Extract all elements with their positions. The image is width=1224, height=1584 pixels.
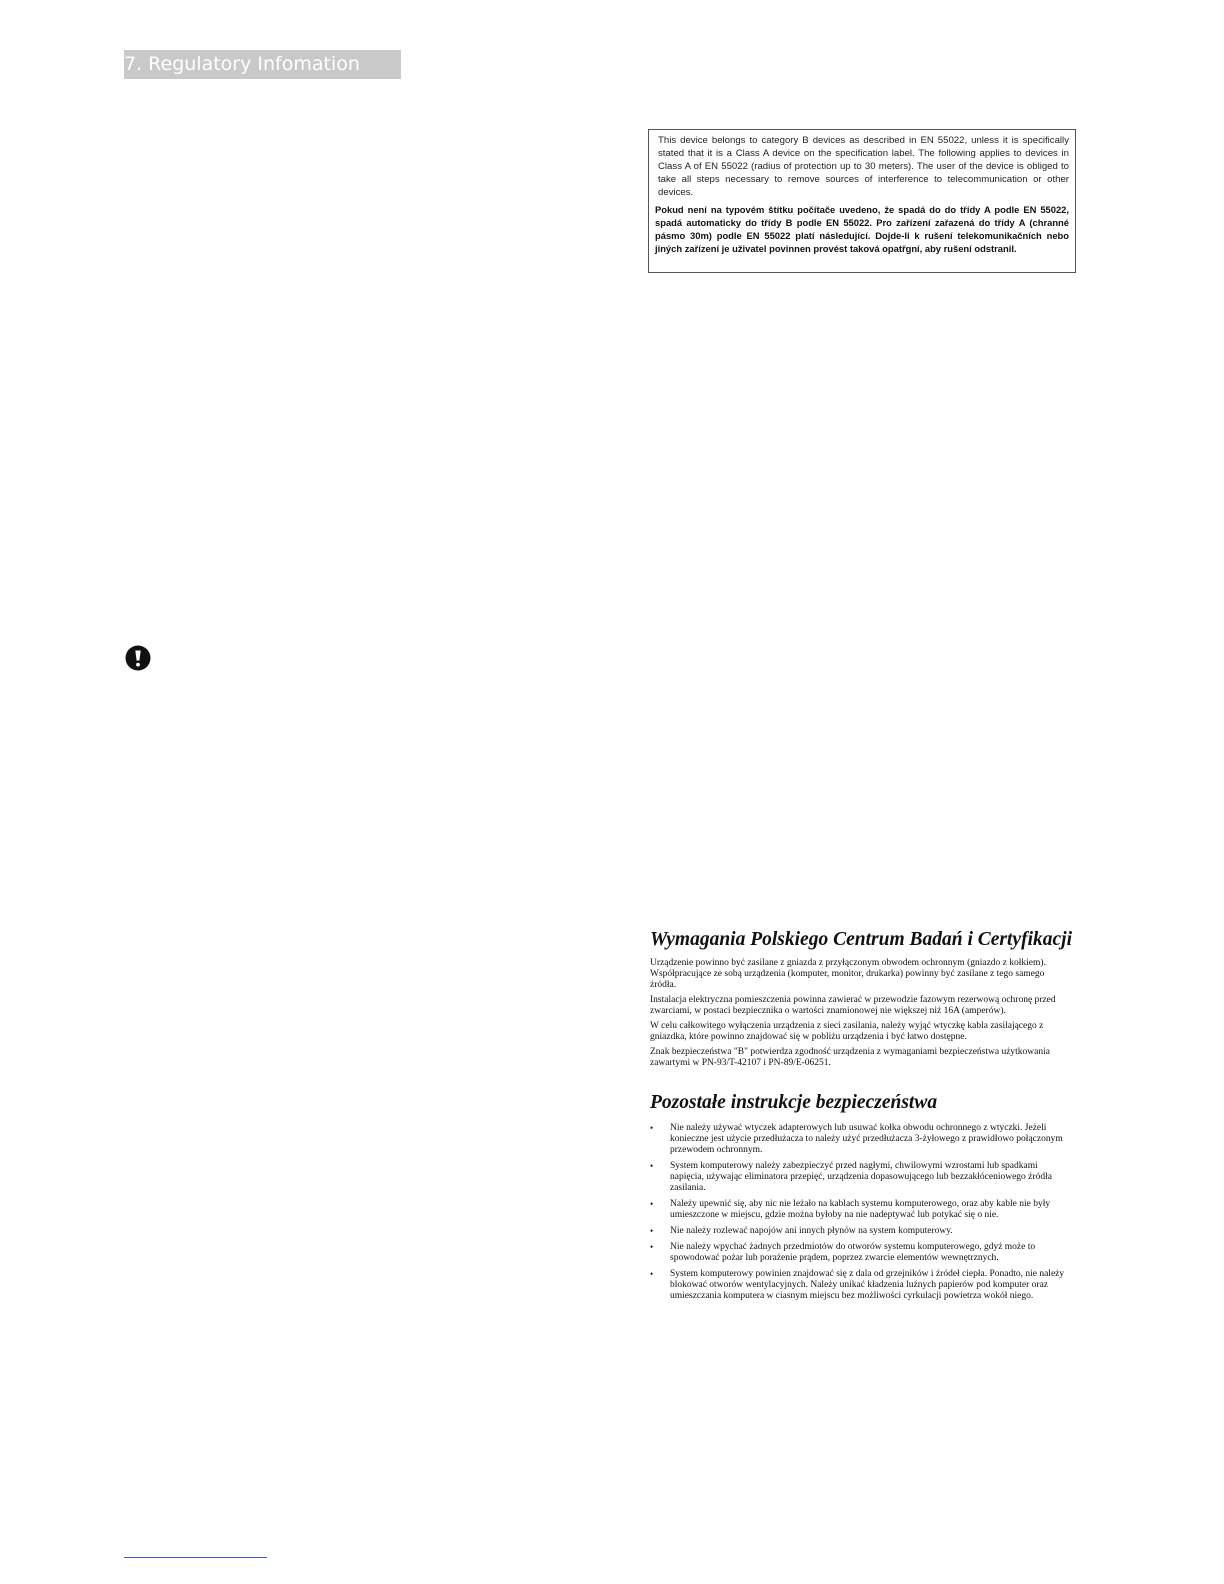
list-item-text: Należy upewnić się, aby nic nie leżało na kablach systemu komputerowego, oraz aby kable nie były umieszczone w miejscu, gdzie można byłoby na nie nadeptywać lub potykać się o nie. — [670, 1199, 1051, 1220]
bullet-icon: • — [650, 1123, 654, 1133]
list-item-text: System komputerowy powinien znajdować się z dala od grzejników i źródeł ciepła. Ponadto, nie należy blokować otworów wentylacyjnych. Należy unikać kładzenia luźnych papierów pod komputer oraz umieszczania komputera w ciasnym miejscu bez możliwości cyrkulacji powietrza wokół niego. — [670, 1269, 1065, 1301]
emc-notice-english: This device belongs to category B devices as described in EN 55022, unless it is specifically stated that it is a Class A device on the specification label. The following applies to devices in Class A of EN 55022 (radius of protection up to 30 meters). The user of the device is obliged to take all steps necessary to remove sources of interference to telecommunication or other devices. — [658, 135, 1069, 198]
bullet-icon: • — [650, 1199, 654, 1209]
footer-divider — [124, 1557, 267, 1558]
section-title: 7. Regulatory Infomation — [124, 53, 360, 75]
list-item-text: Nie należy rozlewać napojów ani innych płynów na system komputerowy. — [670, 1226, 953, 1236]
list-item — [650, 1161, 1070, 1194]
polish-requirements-title: Wymagania Polskiego Centrum Badań i Certyfikacji — [650, 929, 1072, 950]
bullet-icon: • — [650, 1269, 654, 1279]
list-item — [650, 1199, 1070, 1221]
emc-notice-box — [648, 129, 1076, 273]
bullet-icon: • — [650, 1242, 654, 1252]
polish-requirements-paragraph: W celu całkowitego wyłączenia urządzenia z sieci zasilania, należy wyjąć wtyczkę kabla zasilającego z gniazdka, które powinno znajdować się w pobliżu urządzenia i być łatwo dostępne. — [650, 1021, 1044, 1042]
list-item-text: Nie należy używać wtyczek adapterowych lub usuwać kołka obwodu ochronnego z wtyczki. Jeżeli konieczne jest użycie przedłużacza to należy użyć przedłużacza 3-żyłowego z prawidłowo połączonym przewodem ochronnym. — [670, 1123, 1063, 1155]
list-item — [650, 1269, 1070, 1302]
polish-requirements-paragraph: Urządzenie powinno być zasilane z gniazda z przyłączonym obwodem ochronnym (gniazdo z kołkiem). Współpracujące ze sobą urządzenia (komputer, monitor, drukarka) powinny być zasilane z tego samego źródła. — [650, 958, 1046, 990]
polish-certification-section — [650, 928, 1070, 1307]
polish-safety-list — [650, 1123, 1070, 1302]
bullet-icon: • — [650, 1161, 654, 1171]
polish-requirements-paragraph: Instalacja elektryczna pomieszczenia powinna zawierać w przewodzie fazowym rezerwową ochronę przed zwarciami, w postaci bezpiecznika o wartości znamionowej nie większej niż 16A (amperów). — [650, 995, 1056, 1016]
list-item-text: Nie należy wpychać żadnych przedmiotów do otworów systemu komputerowego, gdyż może to spowodować pożar lub porażenie prądem, poprzez zwarcie elementów wewnętrznych. — [670, 1242, 1036, 1263]
polish-requirements-paragraph: Znak bezpieczeństwa "B" potwierdza zgodność urządzenia z wymaganiami bezpieczeństwa użytkowania zawartymi w PN-93/T-42107 i PN-89/E-06251. — [650, 1047, 1050, 1068]
bullet-icon: • — [650, 1226, 654, 1236]
list-item — [650, 1242, 1070, 1264]
emc-notice-czech: Pokud není na typovém štítku počítače uvedeno, že spadá do do třídy A podle EN 55022, spadá automaticky do třídy B podle EN 55022. Pro zařízení zařazená do třídy A (chranné pásmo 30m) podle EN 55022 platí následující. Dojde-li k rušení telekomunikačních nebo jiných zařízení je uživatel povinnen provést taková opatřgní, aby rušení odstranil. — [655, 204, 1069, 254]
list-item — [650, 1226, 1070, 1237]
polish-safety-title: Pozostałe instrukcje bezpieczeństwa — [650, 1092, 938, 1113]
list-item — [650, 1123, 1070, 1156]
list-item-text: System komputerowy należy zabezpieczyć przed nagłymi, chwilowymi wzrostami lub spadkami napięcia, używając eliminatora przepięć, urządzenia dopasowującego lub bezzakłóceniowego źródła zasilania. — [670, 1161, 1052, 1193]
section-header — [124, 50, 401, 79]
exclamation-icon — [125, 645, 151, 671]
